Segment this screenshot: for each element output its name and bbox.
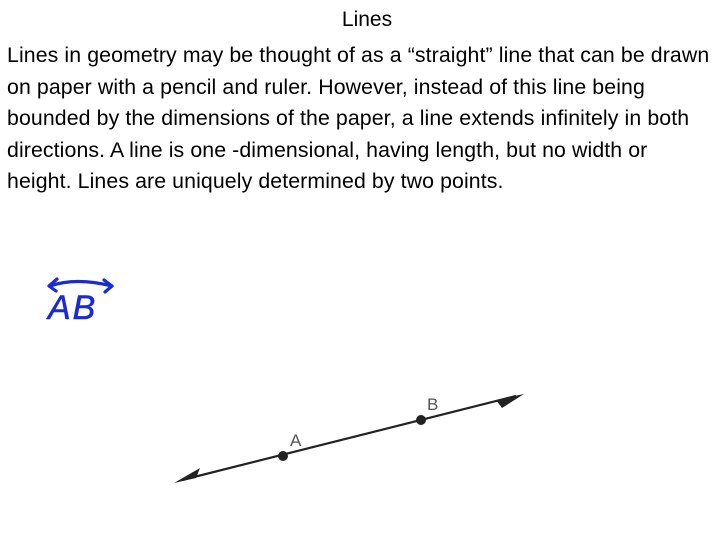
line-ab	[182, 396, 516, 480]
left-arrowhead-icon	[174, 468, 200, 483]
point-b-label: B	[427, 395, 439, 414]
point-b	[416, 415, 426, 425]
slide-title: Lines	[341, 8, 393, 31]
body-paragraph: Lines in geometry may be thought of as a “straight” line that can be drawn on paper with a pencil and ruler. However, instead of this line being bounded by the dimensions of the paper, a line extends infinitely in both directions. A line is one -dimensional, having length, but no width or height. Lines are uniquely determined by two points.	[7, 43, 710, 193]
right-arrowhead-icon	[496, 394, 524, 408]
point-a	[278, 451, 288, 461]
line-notation-text: AB	[48, 289, 98, 327]
line-diagram	[160, 380, 540, 500]
point-a-label: A	[290, 431, 302, 450]
line-notation-ab	[40, 270, 120, 330]
